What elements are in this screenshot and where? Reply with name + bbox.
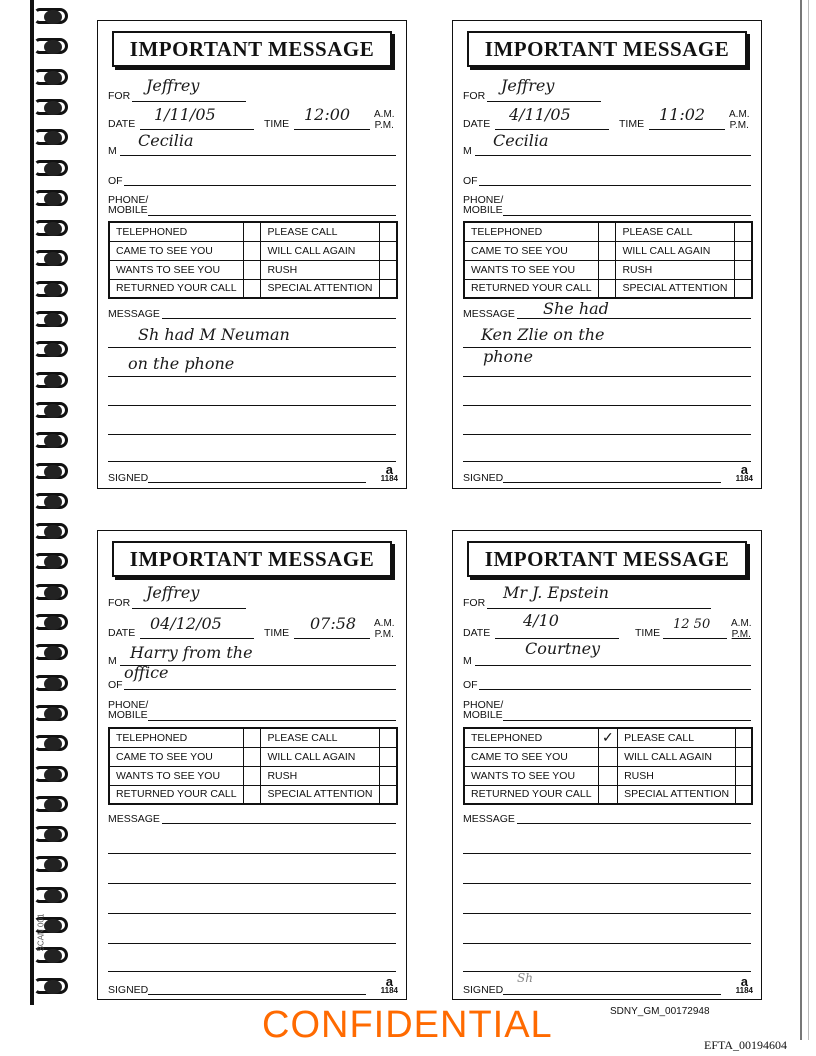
for-value: Jeffrey [146, 76, 200, 95]
returned-call-checkbox[interactable] [243, 279, 261, 298]
spiral-hole [44, 283, 62, 297]
signed-value: Sh [517, 971, 533, 985]
returned-call-checkbox[interactable] [243, 785, 261, 804]
page-edge-shadow [808, 0, 809, 1040]
special-attention-label: SPECIAL ATTENTION [261, 785, 379, 804]
for-label: FOR [463, 90, 486, 102]
date-value: 4/11/05 [509, 105, 571, 124]
spiral-hole [44, 465, 62, 479]
spiral-hole [44, 192, 62, 206]
will-call-again-checkbox[interactable] [736, 747, 752, 766]
wants-to-see-label: WANTS TO SEE YOU [109, 766, 243, 785]
spiral-hole [44, 10, 62, 24]
message-label: MESSAGE [108, 813, 160, 825]
message-slip-4 [452, 530, 762, 1000]
telephoned-label: TELEPHONED [464, 222, 598, 241]
m-value: Harry from the [130, 643, 253, 662]
message-line-1: Sh had M Neuman [138, 325, 290, 344]
spiral-hole [44, 616, 62, 630]
message-slip-1 [97, 20, 407, 489]
efta-id: EFTA_00194604 [704, 1038, 788, 1052]
slip-title: IMPORTANT MESSAGE [467, 541, 747, 577]
please-call-label: PLEASE CALL [618, 728, 736, 747]
mobile-label: MOBILE [108, 709, 148, 721]
came-to-see-checkbox[interactable] [243, 747, 261, 766]
telephoned-checkbox[interactable]: ✓ [598, 728, 617, 747]
telephoned-checkbox[interactable] [243, 222, 261, 241]
spiral-hole [44, 495, 62, 509]
margin-stamp: SCAN 001 [36, 913, 46, 952]
telephoned-label: TELEPHONED [109, 728, 243, 747]
wants-to-see-label: WANTS TO SEE YOU [109, 260, 243, 279]
ampm-indicator: A.M. P.M. [731, 618, 752, 640]
form-logo: a 1184 [380, 462, 398, 483]
document-id: SDNY_GM_00172948 [610, 1006, 710, 1017]
spiral-hole [44, 919, 62, 933]
rush-checkbox[interactable] [736, 766, 752, 785]
ampm-indicator: A.M. P.M. [729, 109, 750, 131]
returned-call-label: RETURNED YOUR CALL [109, 785, 243, 804]
form-logo: a 1184 [735, 974, 753, 995]
spiral-hole [44, 677, 62, 691]
time-label: TIME [619, 118, 645, 130]
spiral-hole [44, 828, 62, 842]
returned-call-label: RETURNED YOUR CALL [464, 785, 598, 804]
telephoned-checkbox[interactable] [243, 728, 261, 747]
time-value: 12:00 [304, 105, 351, 124]
message-line-3: phone [483, 347, 533, 366]
message-line-2: on the phone [128, 354, 235, 373]
checkbox-table [108, 727, 398, 805]
rush-checkbox[interactable] [734, 260, 752, 279]
date-label: DATE [463, 627, 491, 639]
please-call-checkbox[interactable] [379, 728, 397, 747]
time-label: TIME [264, 118, 290, 130]
for-value: Jeffrey [501, 76, 555, 95]
for-label: FOR [463, 597, 486, 609]
please-call-label: PLEASE CALL [261, 222, 379, 241]
wants-to-see-checkbox[interactable] [243, 260, 261, 279]
time-value: 11:02 [659, 105, 706, 124]
phone-label: PHONE/ [463, 194, 504, 206]
message-label: MESSAGE [108, 308, 160, 320]
please-call-label: PLEASE CALL [261, 728, 379, 747]
form-logo: a 1184 [380, 974, 398, 995]
wants-to-see-checkbox[interactable] [598, 260, 616, 279]
slip-title: IMPORTANT MESSAGE [112, 541, 392, 577]
of-label: OF [108, 175, 123, 187]
spiral-hole [44, 71, 62, 85]
date-label: DATE [108, 118, 136, 130]
returned-call-checkbox[interactable] [598, 279, 616, 298]
message-label: MESSAGE [463, 308, 515, 320]
message-label: MESSAGE [463, 813, 515, 825]
spiral-hole [44, 404, 62, 418]
will-call-again-checkbox[interactable] [379, 241, 397, 260]
please-call-checkbox[interactable] [379, 222, 397, 241]
signed-label: SIGNED [463, 984, 504, 996]
please-call-label: PLEASE CALL [616, 222, 734, 241]
date-label: DATE [108, 627, 136, 639]
returned-call-label: RETURNED YOUR CALL [109, 279, 243, 298]
spiral-hole [44, 889, 62, 903]
telephoned-label: TELEPHONED [464, 728, 598, 747]
came-to-see-checkbox[interactable] [598, 241, 616, 260]
special-attention-checkbox[interactable] [379, 279, 397, 298]
came-to-see-label: CAME TO SEE YOU [464, 747, 598, 766]
message-line-1: She had [543, 299, 609, 318]
spiral-hole [44, 313, 62, 327]
phone-label: PHONE/ [108, 194, 149, 206]
came-to-see-label: CAME TO SEE YOU [109, 747, 243, 766]
came-to-see-label: CAME TO SEE YOU [464, 241, 598, 260]
telephoned-checkbox[interactable] [598, 222, 616, 241]
special-attention-checkbox[interactable] [736, 785, 752, 804]
mobile-label: MOBILE [463, 204, 503, 216]
date-value: 1/11/05 [154, 105, 216, 124]
signed-label: SIGNED [108, 472, 149, 484]
signed-label: SIGNED [108, 984, 149, 996]
ampm-indicator: A.M. P.M. [374, 109, 395, 131]
mobile-label: MOBILE [108, 204, 148, 216]
checkbox-table [463, 727, 753, 805]
message-line-2: Ken Zlie on the [481, 325, 605, 344]
came-to-see-checkbox[interactable] [598, 747, 617, 766]
please-call-checkbox[interactable] [734, 222, 752, 241]
of-label: OF [463, 175, 478, 187]
for-label: FOR [108, 90, 131, 102]
of-label: OF [463, 679, 478, 691]
rush-label: RUSH [616, 260, 734, 279]
time-value: 07:58 [310, 614, 357, 633]
spiral-hole [44, 798, 62, 812]
came-to-see-checkbox[interactable] [243, 241, 261, 260]
m-label: M [108, 655, 117, 667]
spiral-hole [44, 162, 62, 176]
of-label: OF [108, 679, 123, 691]
slip-title: IMPORTANT MESSAGE [467, 31, 747, 67]
time-value: 12 50 [673, 617, 711, 632]
special-attention-label: SPECIAL ATTENTION [616, 279, 734, 298]
signed-label: SIGNED [463, 472, 504, 484]
wants-to-see-checkbox[interactable] [598, 766, 617, 785]
spiral-hole [44, 101, 62, 115]
will-call-again-label: WILL CALL AGAIN [261, 747, 379, 766]
wants-to-see-checkbox[interactable] [243, 766, 261, 785]
ampm-indicator: A.M. P.M. [374, 618, 395, 640]
date-value: 04/12/05 [150, 614, 222, 633]
mobile-label: MOBILE [463, 709, 503, 721]
m-label: M [463, 145, 472, 157]
phone-label: PHONE/ [108, 699, 149, 711]
checkbox-table [108, 221, 398, 299]
m-value: Cecilia [493, 131, 549, 150]
page-edge [800, 0, 802, 1040]
will-call-again-label: WILL CALL AGAIN [618, 747, 736, 766]
confidential-stamp: CONFIDENTIAL [262, 1004, 553, 1046]
rush-checkbox[interactable] [379, 766, 397, 785]
will-call-again-label: WILL CALL AGAIN [616, 241, 734, 260]
wants-to-see-label: WANTS TO SEE YOU [464, 260, 598, 279]
will-call-again-checkbox[interactable] [379, 747, 397, 766]
message-slip-3 [97, 530, 407, 1000]
for-value: Mr J. Epstein [503, 583, 609, 602]
date-value: 4/10 [523, 611, 559, 630]
m-value: Cecilia [138, 131, 194, 150]
rush-label: RUSH [261, 260, 379, 279]
came-to-see-label: CAME TO SEE YOU [109, 241, 243, 260]
date-label: DATE [463, 118, 491, 130]
will-call-again-label: WILL CALL AGAIN [261, 241, 379, 260]
will-call-again-checkbox[interactable] [734, 241, 752, 260]
spiral-hole [44, 525, 62, 539]
of-value: office [124, 663, 169, 682]
for-label: FOR [108, 597, 131, 609]
time-label: TIME [264, 627, 290, 639]
rush-checkbox[interactable] [379, 260, 397, 279]
spiral-hole [44, 374, 62, 388]
time-label: TIME [635, 627, 661, 639]
special-attention-checkbox[interactable] [379, 785, 397, 804]
spiral-hole [44, 768, 62, 782]
returned-call-label: RETURNED YOUR CALL [464, 279, 598, 298]
spiral-hole [44, 980, 62, 994]
rush-label: RUSH [618, 766, 736, 785]
checkbox-table [463, 221, 753, 299]
special-attention-label: SPECIAL ATTENTION [261, 279, 379, 298]
please-call-checkbox[interactable] [736, 728, 752, 747]
wants-to-see-label: WANTS TO SEE YOU [464, 766, 598, 785]
spiral-hole [44, 222, 62, 236]
special-attention-checkbox[interactable] [734, 279, 752, 298]
spiral-binding [0, 0, 70, 1005]
m-label: M [108, 145, 117, 157]
special-attention-label: SPECIAL ATTENTION [618, 785, 736, 804]
for-value: Jeffrey [146, 583, 200, 602]
message-slip-2 [452, 20, 762, 489]
spiral-hole [44, 707, 62, 721]
spiral-hole [44, 586, 62, 600]
returned-call-checkbox[interactable] [598, 785, 617, 804]
rush-label: RUSH [261, 766, 379, 785]
m-label: M [463, 655, 472, 667]
phone-label: PHONE/ [463, 699, 504, 711]
m-value: Courtney [525, 639, 601, 658]
telephoned-label: TELEPHONED [109, 222, 243, 241]
form-logo: a 1184 [735, 462, 753, 483]
slip-title: IMPORTANT MESSAGE [112, 31, 392, 67]
